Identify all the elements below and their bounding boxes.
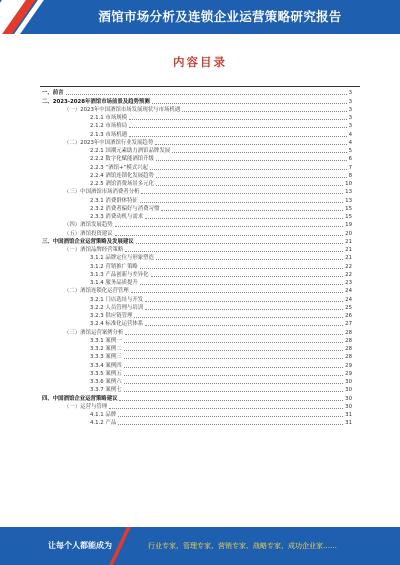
toc-entry-label: （一）运营与管理 [64,403,108,410]
toc-entry-page: 21 [345,238,352,245]
toc-entry[interactable] [42,319,352,327]
toc-entry-page: 21 [345,247,352,253]
toc-leader-dots [156,185,343,186]
toc-leader-dots [156,177,347,178]
toc-entry[interactable] [42,113,352,121]
toc-leader-dots [119,400,343,401]
toc-leader-dots [115,235,344,236]
report-title: 酒馆市场分析及连锁企业运营策略研究报告 [98,9,342,24]
toc-entry[interactable] [42,204,352,212]
toc-entry-label: 2.2.2 数字化赋能酒馆升级 [90,156,154,163]
toc-entry[interactable] [42,162,352,170]
toc-entry-page: 15 [345,214,352,220]
toc-entry[interactable] [42,220,352,228]
toc-entry-page: 15 [345,205,352,212]
toc-entry[interactable] [42,352,352,360]
toc-entry-label: 2.1.1 市场规模 [90,115,127,121]
toc-entry[interactable] [42,418,352,426]
toc-leader-dots [140,284,343,285]
toc-entry-page: 4 [348,131,352,138]
toc-entry[interactable] [42,410,352,418]
toc-entry-label: 3.1.4 服务品质提升 [90,280,138,286]
toc-entry-label: （四）酒馆发展趋势 [64,222,113,229]
toc-entry-label: 3.3.2 案例二 [90,346,122,352]
toc-entry[interactable] [42,344,352,352]
footer-subtitle: 行业专家、管理专家、营销专家、战略专家、成功企业家…… [148,542,337,550]
toc-leader-dots [161,210,343,211]
toc-leader-dots [145,309,343,310]
toc-entry[interactable] [42,96,352,104]
toc-entry-page: 3 [348,98,352,105]
toc-entry[interactable] [42,121,352,129]
toc-entry[interactable] [42,179,352,187]
toc-leader-dots [124,358,344,359]
toc-leader-dots [136,243,343,244]
toc-leader-dots [156,259,343,260]
toc-leader-dots [125,334,343,335]
toc-entry[interactable] [42,138,352,146]
toc-entry[interactable] [42,105,352,113]
toc-entry[interactable] [42,294,352,302]
toc-entry-label: 2.1.2 市场格局 [90,123,127,130]
toc-entry-label: 2.2.4 酒馆连锁化发展趋势 [90,172,154,179]
toc-entry[interactable] [42,360,352,368]
toc-entry-label: 2.2.5 酒馆消费场景多元化 [90,181,154,187]
toc-entry-page: 3 [348,123,352,130]
toc-entry-label: 3.1.2 营销推广策略 [90,263,138,270]
toc-entry-page: 28 [345,346,352,352]
toc-entry-page: 5 [348,148,352,154]
toc-entry-page: 26 [345,313,352,319]
toc-entry-page: 22 [345,271,352,278]
toc-entry-page: 7 [348,164,352,171]
toc-entry[interactable] [42,311,352,319]
toc-leader-dots [141,193,343,194]
toc-leader-dots [151,276,344,277]
toc-leader-dots [131,292,343,293]
toc-entry-page: 4 [348,139,352,146]
toc-entry-page: 22 [345,263,352,270]
toc-leader-dots [124,375,344,376]
toc-entry-label: （一）酒馆品牌经营策略 [64,247,124,253]
toc-entry-label: 3.2.4 标准化运营体系 [90,321,144,328]
toc-entry-page: 8 [348,172,352,179]
toc-entry-label: （二）酒馆连锁化运营管理 [64,288,129,295]
toc-entry-page: 3 [348,90,352,97]
toc-entry-label: 2.1.3 市场机遇 [90,131,127,138]
footer-banner [0,527,400,565]
toc-entry-label: 3.2.3 供应链管理 [90,313,133,319]
toc-entry-label: 三、中国酒馆企业运营策略及发展建议 [42,238,134,245]
toc-entry[interactable] [42,278,352,286]
toc-entry[interactable] [42,88,352,96]
toc-leader-dots [140,202,343,203]
toc-leader-dots [152,103,347,104]
toc-entry[interactable] [42,286,352,294]
toc-entry-label: 2.2.1 国潮元素助力酒馆品牌发展 [90,148,171,154]
toc-entry-label: （一）2023年中国酒馆市场发展现状与市场机遇 [64,106,181,113]
toc-entry-page: 21 [345,255,352,262]
toc-entry-page: 24 [345,296,352,303]
toc-entry-page: 13 [345,197,352,204]
toc-entry-page: 30 [345,387,352,394]
toc-entry-label: 3.3.5 案例五 [90,370,122,377]
toc-entry[interactable] [42,261,352,269]
toc-entry-label: （二）2023年中国酒馆行业发展趋势 [64,139,154,146]
toc-leader-dots [129,127,347,128]
toc-leader-dots [124,383,344,384]
toc-leader-dots [124,342,344,343]
toc-leader-dots [66,94,347,95]
toc-entry-label: 3.1.1 品牌定位与形象塑造 [90,255,154,262]
toc-leader-dots [172,152,346,153]
toc-entry[interactable] [42,245,352,253]
toc-entry-page: 3 [348,115,352,121]
toc-entry-label: 2.3.2 消费者偏好与消费习惯 [90,205,160,212]
toc-leader-dots [155,144,346,145]
toc-entry-page: 20 [345,230,352,237]
toc-entry-label: 3.1.3 产品创新与差异化 [90,271,149,278]
toc-entry-page: 19 [345,222,352,229]
toc-entry-page: 24 [345,288,352,295]
toc-entry[interactable] [42,270,352,278]
toc-entry-label: 3.2.2 人员管理与培训 [90,304,144,311]
toc-leader-dots [129,136,347,137]
toc-entry-label: （三）酒馆运营案例分析 [64,329,124,336]
toc-entry-label: 3.3.3 案例三 [90,354,122,361]
toc-entry-label: 3.3.1 案例一 [90,337,122,344]
toc-leader-dots [150,169,347,170]
table-of-contents [42,88,352,426]
toc-leader-dots [118,416,343,417]
toc-entry[interactable] [42,146,352,154]
toc-entry-page: 29 [345,370,352,377]
header-banner [0,0,400,34]
toc-leader-dots [134,317,343,318]
toc-entry[interactable] [42,377,352,385]
toc-entry[interactable] [42,187,352,195]
toc-leader-dots [124,391,344,392]
toc-entry-label: 二、2023-2028年酒馆市场前景及趋势预测 [42,98,150,105]
toc-entry[interactable] [42,253,352,261]
toc-entry-label: 4.1.2 产品 [90,420,117,427]
toc-leader-dots [115,226,344,227]
toc-leader-dots [125,251,343,252]
toc-entry-page: 23 [345,280,352,286]
toc-entry-page: 31 [345,412,352,418]
toc-leader-dots [145,325,343,326]
toc-leader-dots [109,408,343,409]
toc-leader-dots [124,350,344,351]
toc-entry[interactable] [42,393,352,401]
toc-entry-page: 25 [345,304,352,311]
footer-slogan: 让每个人都能成为 [48,541,112,550]
toc-entry-page: 30 [345,379,352,385]
toc-entry-page: 3 [348,106,352,113]
toc-entry-page: 27 [345,321,352,328]
toc-entry-label: 一、前言 [42,90,64,97]
toc-entry[interactable] [42,303,352,311]
toc-entry[interactable] [42,369,352,377]
toc-entry[interactable] [42,228,352,236]
toc-entry[interactable] [42,402,352,410]
toc-leader-dots [145,301,343,302]
toc-leader-dots [124,367,344,368]
toc-entry-page: 30 [345,395,352,402]
toc-entry-page: 30 [345,403,352,410]
toc-entry-label: 3.2.1 门店选址与开发 [90,296,144,303]
toc-entry-page: 10 [345,181,352,187]
toc-entry-label: 4.1.1 品牌 [90,412,117,418]
toc-entry-page: 13 [345,189,352,196]
toc-entry-label: 3.3.7 案例七 [90,387,122,394]
toc-leader-dots [118,424,343,425]
toc-entry[interactable] [42,212,352,220]
toc-entry-label: 四、中国酒馆企业运营策略建议 [42,395,118,402]
toc-leader-dots [182,111,346,112]
toc-leader-dots [129,119,347,120]
toc-entry-label: 3.3.6 案例六 [90,379,122,385]
toc-entry-page: 31 [345,420,352,427]
toc-leader-dots [140,268,343,269]
toc-heading: 内容目录 [173,55,227,69]
toc-entry[interactable] [42,336,352,344]
toc-entry[interactable] [42,154,352,162]
toc-entry-label: （五）酒馆投资建议 [64,230,113,237]
toc-entry-label: （三）中国酒馆市场消费者分析 [64,189,140,196]
toc-entry-page: 29 [345,362,352,369]
toc-entry-page: 6 [348,156,352,163]
toc-entry-page: 28 [345,337,352,344]
toc-entry[interactable] [42,171,352,179]
toc-leader-dots [145,218,343,219]
toc-entry-page: 28 [345,354,352,361]
toc-divider [40,86,360,87]
toc-entry-label: 2.3.3 消费动机与需求 [90,214,144,220]
toc-entry-page: 28 [345,329,352,336]
toc-entry-label: 2.3.1 消费群体特征 [90,197,138,204]
toc-entry[interactable] [42,237,352,245]
toc-entry[interactable] [42,385,352,393]
toc-leader-dots [156,160,347,161]
toc-entry[interactable] [42,129,352,137]
toc-entry-label: 2.2.3 “酒馆+”模式兴起 [90,164,148,171]
toc-entry[interactable] [42,327,352,335]
toc-entry[interactable] [42,195,352,203]
toc-entry-label: 3.3.4 案例四 [90,362,122,369]
